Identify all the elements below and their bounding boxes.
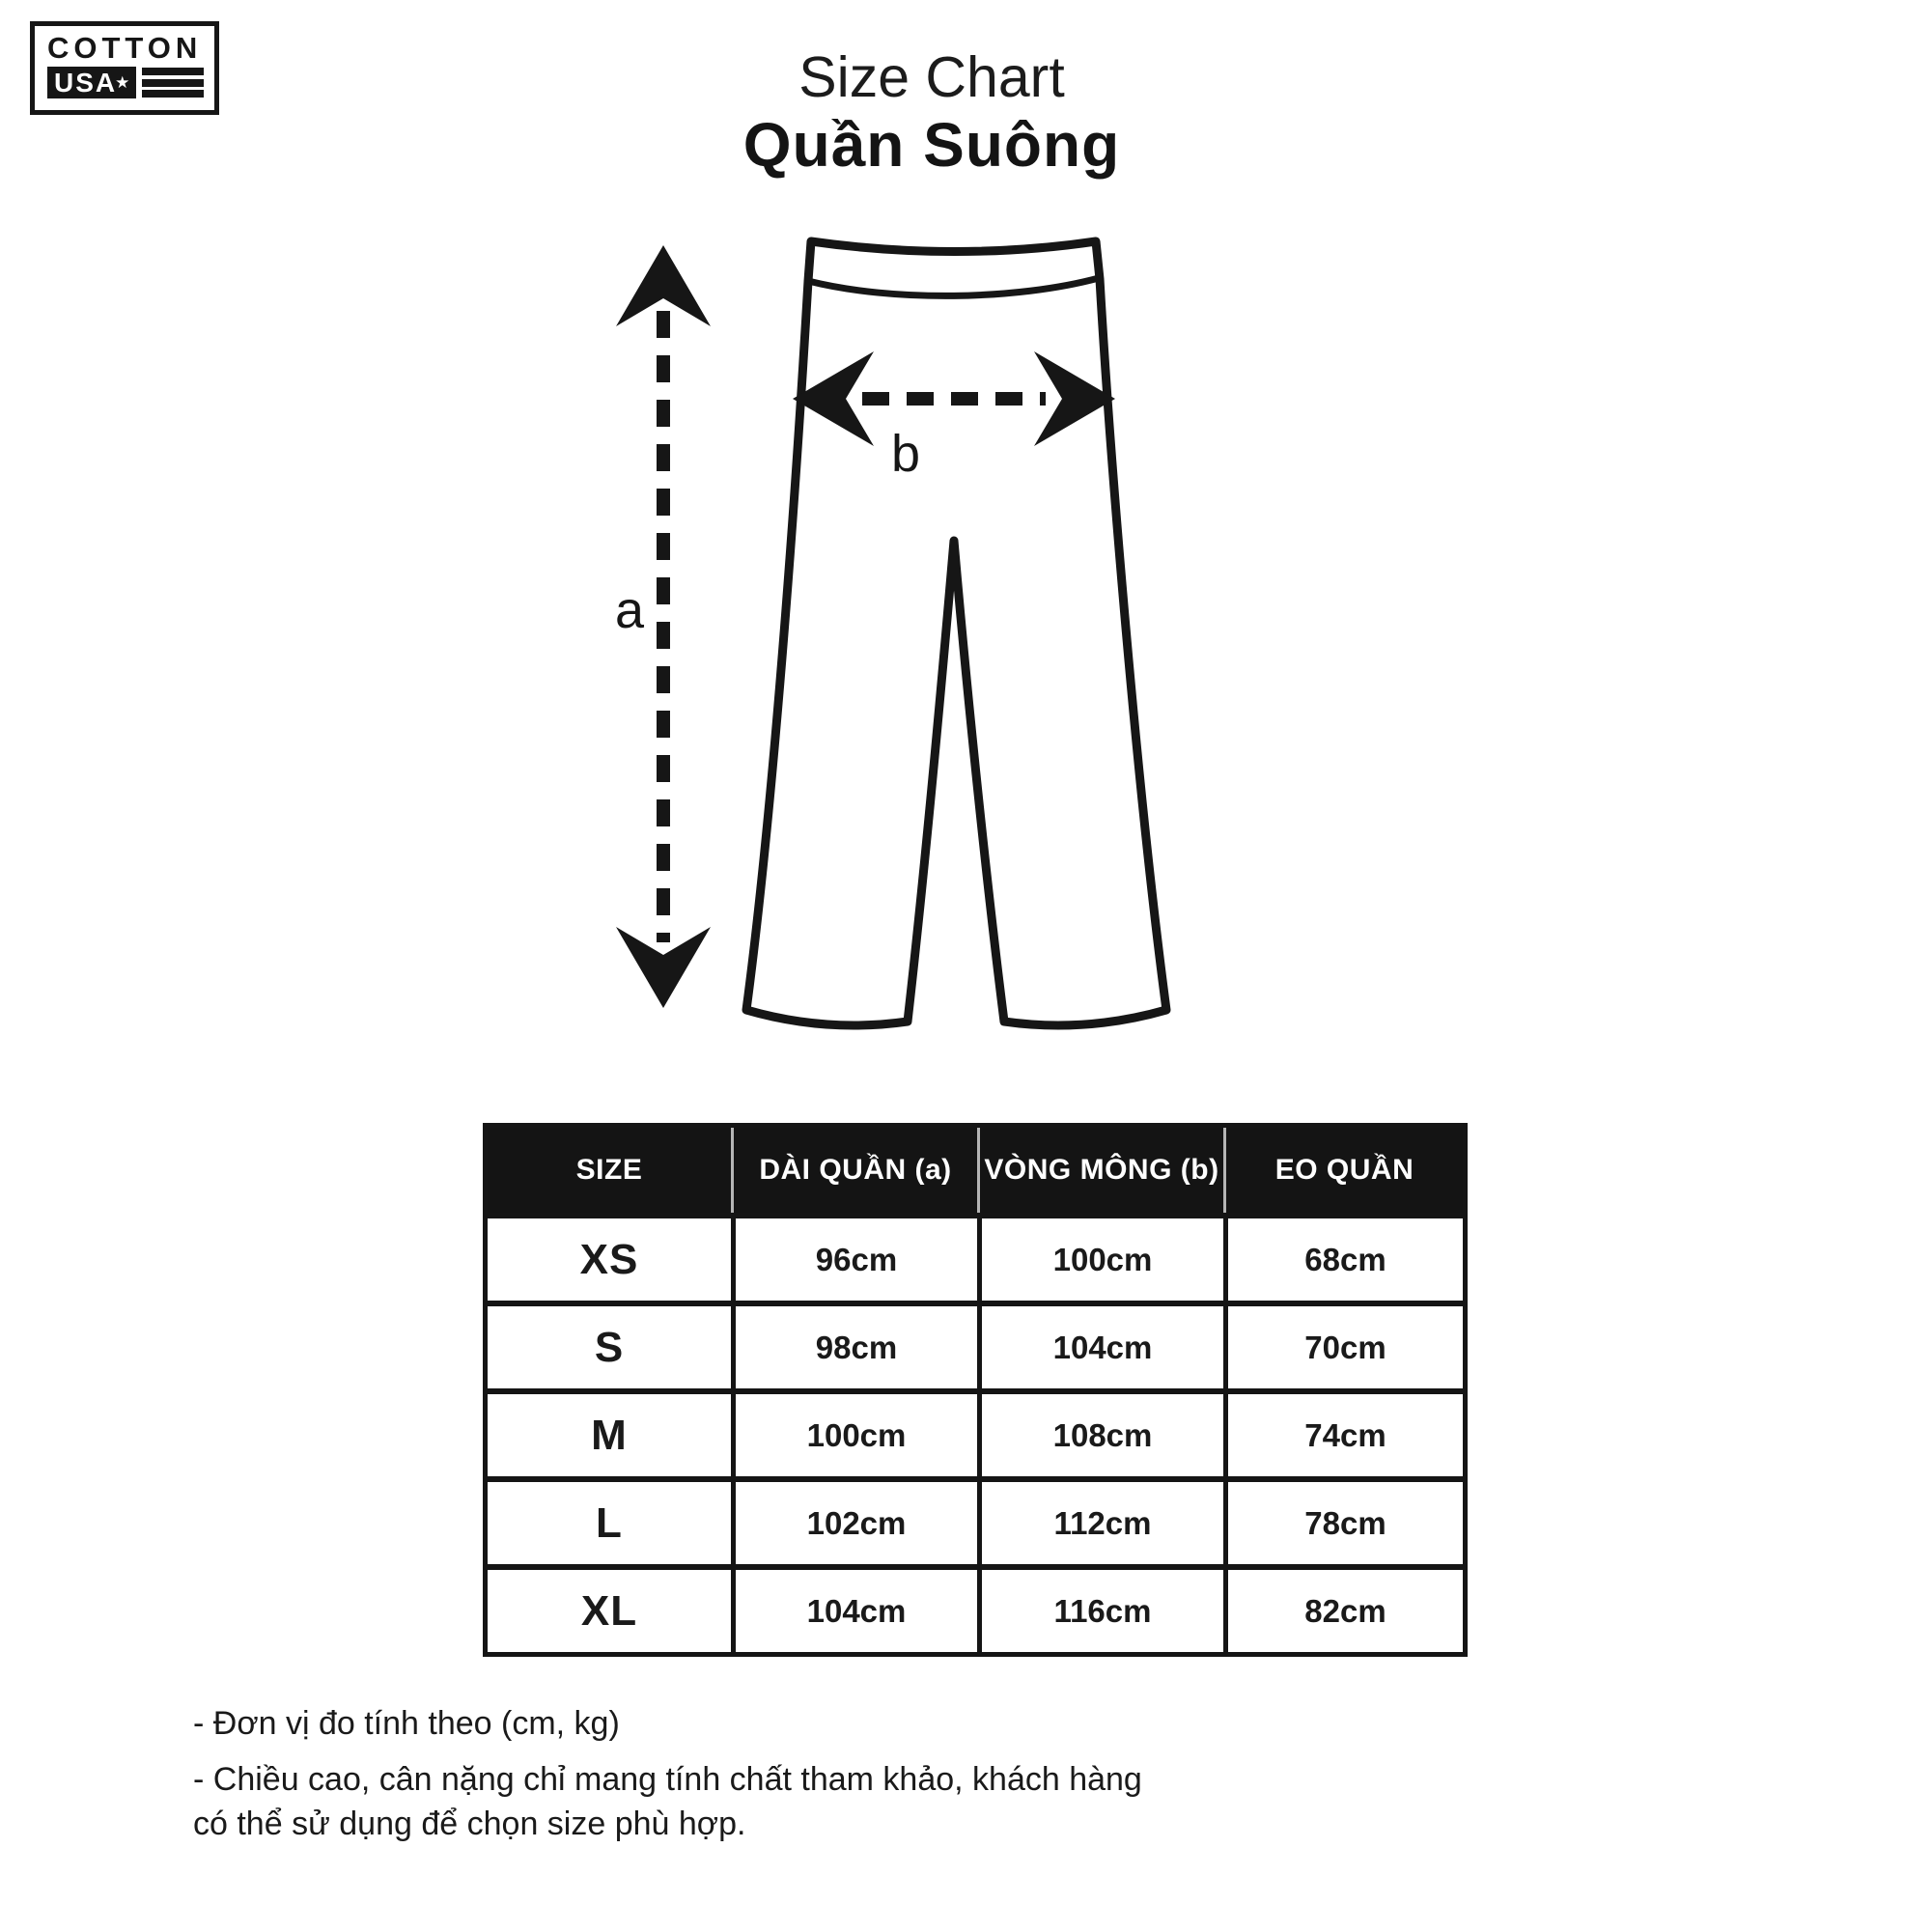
value-cell: 104cm (731, 1564, 977, 1652)
value-cell: 102cm (731, 1476, 977, 1564)
value-cell: 108cm (977, 1388, 1223, 1476)
note-reference-line2: có thể sử dụng để chọn size phù hợp. (193, 1806, 746, 1842)
size-cell: M (488, 1388, 731, 1476)
column-header-size: SIZE (488, 1128, 731, 1213)
page-title: Size Chart (798, 45, 1065, 109)
size-cell: XL (488, 1564, 731, 1652)
value-cell: 78cm (1223, 1476, 1463, 1564)
value-cell: 104cm (977, 1301, 1223, 1388)
label-b: b (890, 425, 921, 483)
column-header-dai-quan: DÀI QUẦN (a) (731, 1128, 977, 1213)
note-reference-line1: - Chiều cao, cân nặng chỉ mang tính chất tham khảo, khách hàng (193, 1761, 1142, 1798)
value-cell: 100cm (977, 1213, 1223, 1301)
logo-cotton-text: COTTON (47, 31, 203, 65)
size-cell: S (488, 1301, 731, 1388)
note-units: - Đơn vị đo tính theo (cm, kg) (193, 1705, 620, 1742)
value-cell: 98cm (731, 1301, 977, 1388)
size-cell: L (488, 1476, 731, 1564)
column-header-eo-quan: EO QUẦN (1223, 1128, 1463, 1213)
size-table (483, 1123, 1468, 1657)
pants-outline (746, 241, 1166, 1025)
size-cell: XS (488, 1213, 731, 1301)
logo-usa-text: USA (54, 67, 118, 98)
value-cell: 96cm (731, 1213, 977, 1301)
value-cell: 112cm (977, 1476, 1223, 1564)
value-cell: 70cm (1223, 1301, 1463, 1388)
value-cell: 68cm (1223, 1213, 1463, 1301)
measurement-notes (193, 1701, 1641, 1846)
value-cell: 116cm (977, 1564, 1223, 1652)
column-header-vong-mong: VÒNG MÔNG (b) (977, 1128, 1223, 1213)
page-subtitle: Quần Suông (742, 110, 1121, 180)
star-icon: ★ (115, 72, 132, 92)
value-cell: 82cm (1223, 1564, 1463, 1652)
value-cell: 100cm (731, 1388, 977, 1476)
value-cell: 74cm (1223, 1388, 1463, 1476)
label-a: a (614, 581, 645, 639)
